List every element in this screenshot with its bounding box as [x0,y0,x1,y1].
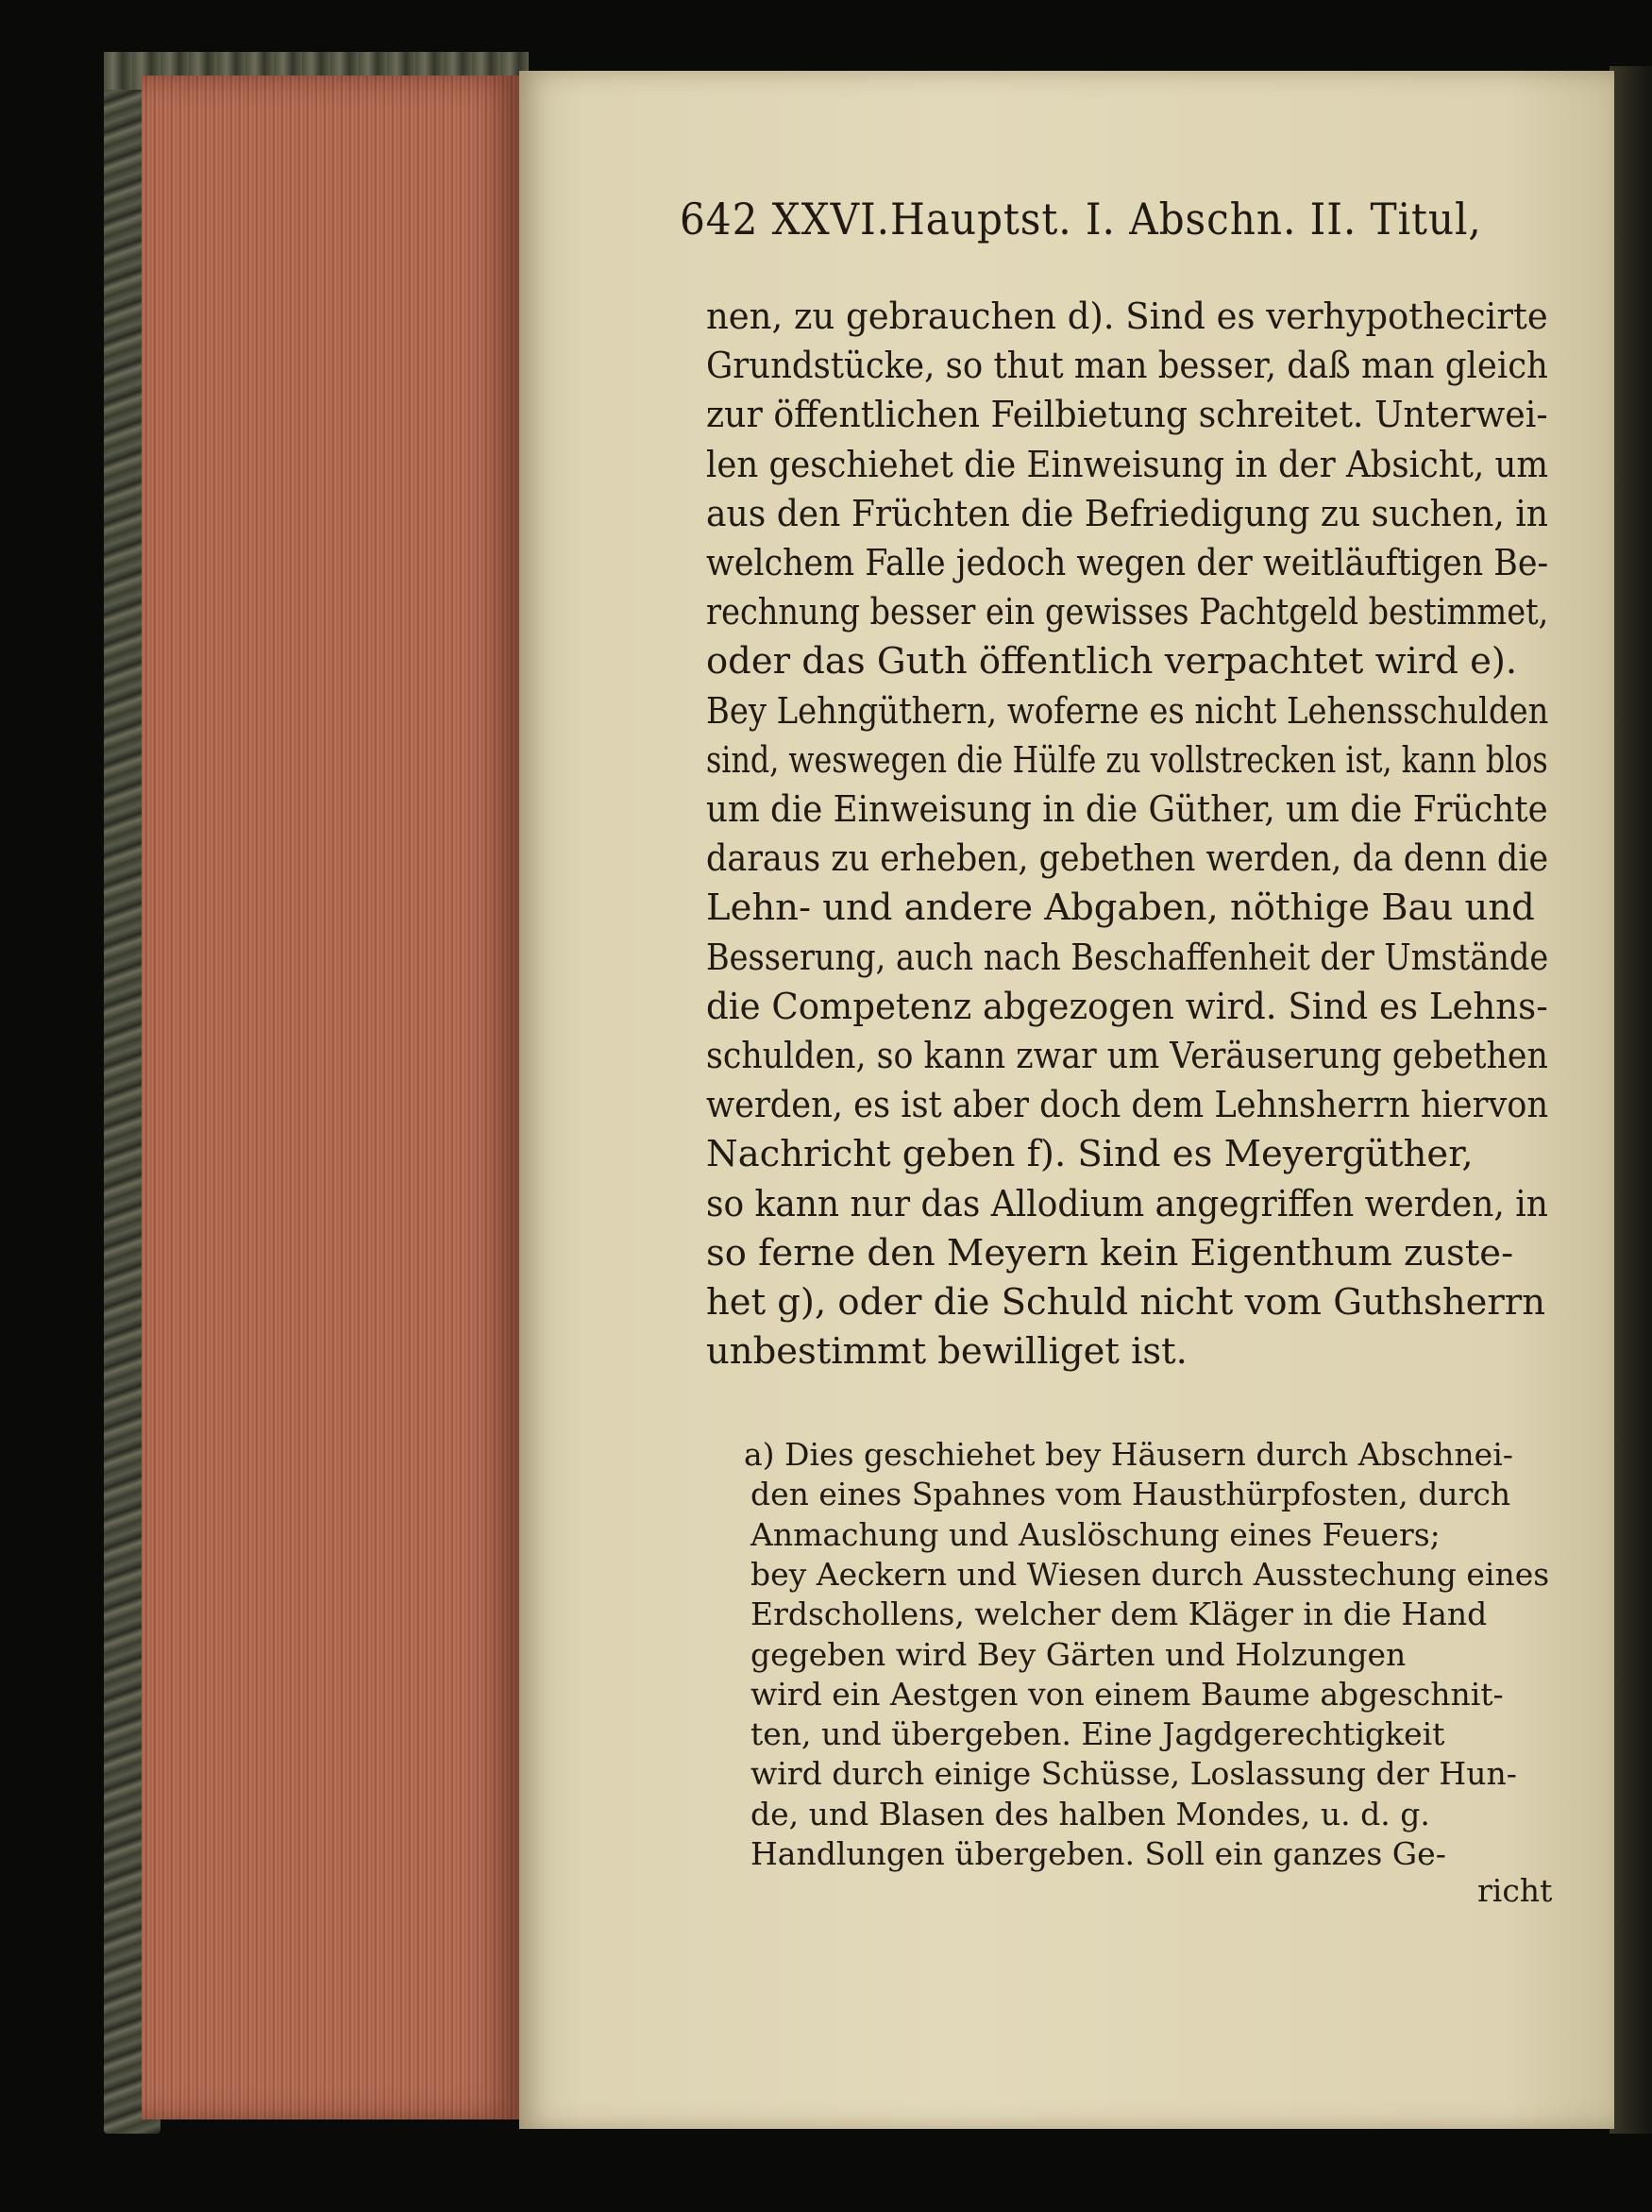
body-line: die Competenz abgezogen wird. Sind es Lehns- [706,985,1548,1028]
footnote-line: a) Dies geschiehet bey Häusern durch Abschnei- [744,1436,1513,1473]
body-line: so ferne den Meyern kein Eigenthum zuste- [706,1231,1514,1275]
gutter-shadow [1610,66,1652,2134]
footnote-line: Erdschollens, welcher dem Kläger in die Hand [750,1596,1488,1633]
body-line: Nachricht geben f). Sind es Meyergüther, [706,1133,1474,1176]
footnote-line: de, und Blasen des halben Mondes, u. d. g. [750,1795,1430,1832]
body-line: um die Einweisung in die Güther, um die Früchte [706,788,1548,831]
footnote-line: Anmachung und Auslöschung eines Feuers; [750,1515,1441,1553]
body-line: Grundstücke, so thut man besser, daß man gleich [706,345,1548,388]
footnote-line: Handlungen übergeben. Soll ein ganzes Ge- [750,1835,1446,1872]
body-line: sind, weswegen die Hülfe zu vollstrecken ist, kann blos [706,738,1548,782]
body-line: Besserung, auch nach Beschaffenheit der Umstände [706,936,1549,979]
body-line: schulden, so kann zwar um Veräuserung gebethen [706,1035,1548,1077]
body-line: nen, zu gebrauchen d). Sind es verhypothecirte [706,295,1548,338]
body-line: oder das Guth öffentlich verpachtet wird e). [706,640,1518,684]
body-line: so kann nur das Allodium angegriffen werden, in [706,1182,1548,1225]
body-line: aus den Früchten die Befriedigung zu suchen, in [706,492,1549,535]
catchword: richt [1477,1872,1553,1909]
body-line: werden, es ist aber doch dem Lehnsherrn hiervon [706,1084,1549,1127]
footnote-line: den eines Spahnes vom Hausthürpfosten, durch [750,1476,1511,1513]
body-line: len geschiehet die Einweisung in der Absicht, um [706,443,1549,486]
body-line: unbestimmt bewilliget ist. [706,1330,1188,1374]
body-line: welchem Falle jedoch wegen der weitläuftigen Be- [706,542,1549,584]
footnote-line: ten, und übergeben. Eine Jagdgerechtigkeit [750,1715,1445,1753]
footnote-line: bey Aeckern und Wiesen durch Ausstechung eines [750,1555,1550,1593]
footnote-line: wird durch einige Schüsse, Loslassung der Hun- [750,1755,1517,1793]
body-line: rechnung besser ein gewisses Pachtgeld bestimmet, [706,591,1549,634]
body-line: daraus zu erheben, gebethen werden, da denn die [706,837,1549,881]
footnote-line: wird ein Aestgen von einem Baume abgeschnit- [750,1675,1504,1713]
running-header: 642 XXVI.Hauptst. I. Abschn. II. Titul, [680,194,1482,245]
body-line: zur öffentlichen Feilbietung schreitet. Unterwei- [706,394,1548,437]
body-line: het g), oder die Schuld nicht vom Guthsherrn [706,1281,1545,1324]
body-line: Lehn- und andere Abgaben, nöthige Bau und [706,886,1535,930]
body-line: Bey Lehngüthern, woferne es nicht Lehensschulden [706,689,1549,733]
footnote-line: gegeben wird Bey Gärten und Holzungen [750,1635,1407,1673]
page-edges [142,76,519,2119]
